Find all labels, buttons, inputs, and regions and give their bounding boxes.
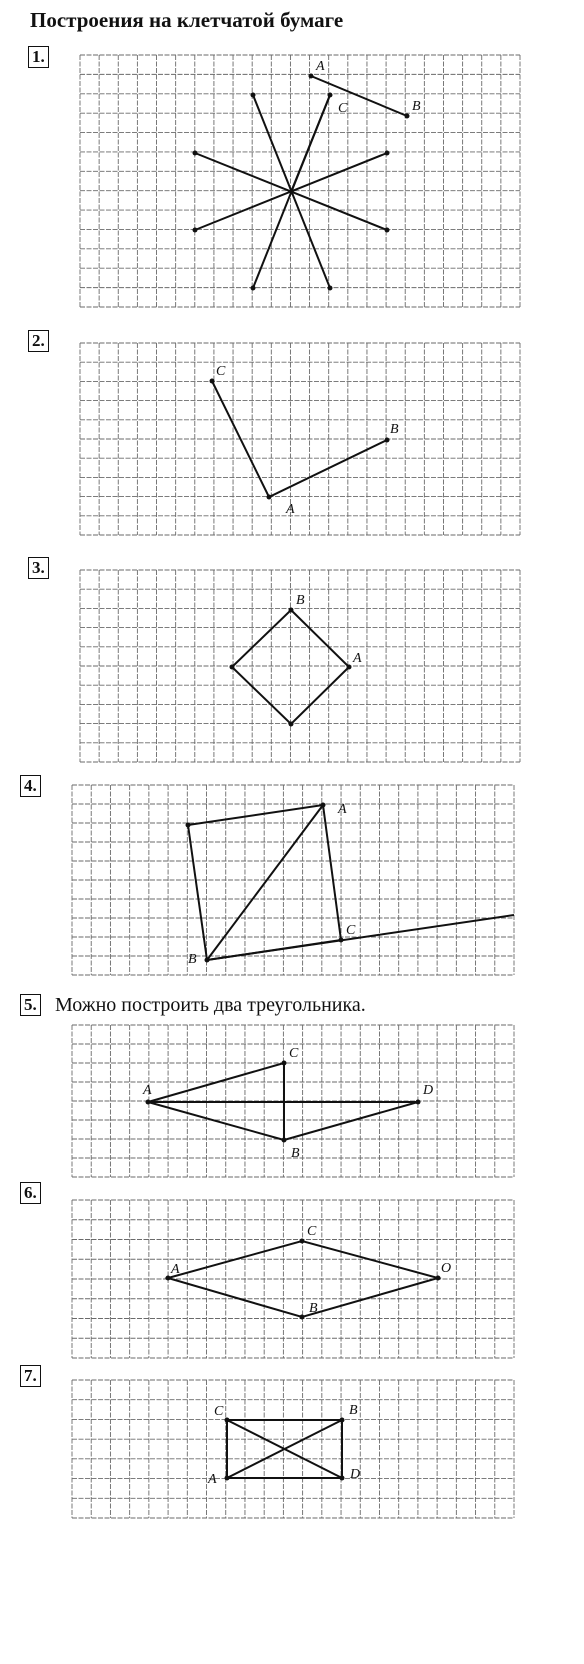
grid-7 xyxy=(72,1380,514,1518)
point xyxy=(340,1476,345,1481)
problem-number-6: 6. xyxy=(20,1182,41,1204)
problem-number-3: 3. xyxy=(28,557,49,579)
point xyxy=(186,823,191,828)
point xyxy=(385,438,390,443)
point-label-o: O xyxy=(441,1261,452,1276)
figure-4 xyxy=(72,785,514,975)
point-label-c: C xyxy=(289,1046,299,1061)
grid-2 xyxy=(80,343,520,535)
point xyxy=(146,1100,151,1105)
point xyxy=(405,114,410,119)
problem-5-note: Можно построить два треугольника. xyxy=(55,994,366,1016)
figure-1 xyxy=(80,55,520,307)
point-label-c: C xyxy=(214,1404,224,1419)
grid-1 xyxy=(80,55,520,307)
problem-number-5: 5. xyxy=(20,994,41,1016)
figure-3 xyxy=(80,570,520,762)
point-label-c: C xyxy=(307,1224,317,1239)
figure-6 xyxy=(72,1200,514,1358)
point xyxy=(251,286,256,291)
point xyxy=(416,1100,421,1105)
point xyxy=(328,93,333,98)
point xyxy=(309,74,314,79)
problem-number-2: 2. xyxy=(28,330,49,352)
point xyxy=(193,228,198,233)
point-label-c: C xyxy=(346,923,356,938)
point-label-d: D xyxy=(350,1467,361,1482)
point xyxy=(347,665,352,670)
point xyxy=(300,1239,305,1244)
point xyxy=(436,1276,441,1281)
point xyxy=(225,1476,230,1481)
point xyxy=(193,151,198,156)
point-label-a: A xyxy=(316,59,325,74)
point xyxy=(267,495,272,500)
problem-number-7: 7. xyxy=(20,1365,41,1387)
point-label-d: D xyxy=(423,1083,434,1098)
problem-number-1: 1. xyxy=(28,46,49,68)
point xyxy=(289,608,294,613)
point xyxy=(205,958,210,963)
point xyxy=(282,1138,287,1143)
point-label-a: A xyxy=(286,502,295,517)
point xyxy=(210,379,215,384)
point xyxy=(300,1315,305,1320)
point xyxy=(251,93,256,98)
point-label-c: C xyxy=(338,101,348,116)
figure-7 xyxy=(72,1380,514,1518)
point-label-a: A xyxy=(143,1083,152,1098)
point-label-b: B xyxy=(412,99,421,114)
point-label-b: B xyxy=(296,593,305,608)
point-label-b: B xyxy=(291,1146,300,1161)
grid-6 xyxy=(72,1200,514,1358)
figure-2 xyxy=(80,343,520,535)
point xyxy=(385,151,390,156)
point xyxy=(289,722,294,727)
point xyxy=(225,1418,230,1423)
point-label-a: A xyxy=(353,651,362,666)
point-label-c: C xyxy=(216,364,226,379)
point xyxy=(282,1061,287,1066)
point xyxy=(339,938,344,943)
point-label-a: A xyxy=(171,1262,180,1277)
segment-ab xyxy=(311,76,407,116)
point xyxy=(321,803,326,808)
point-label-b: B xyxy=(309,1301,318,1316)
point xyxy=(328,286,333,291)
point xyxy=(166,1276,171,1281)
point xyxy=(230,665,235,670)
figure-5 xyxy=(72,1025,514,1177)
point-label-b: B xyxy=(390,422,399,437)
page-title: Построения на клетчатой бумаге xyxy=(30,8,344,32)
point-label-a: A xyxy=(208,1472,217,1487)
point-label-b: B xyxy=(349,1403,358,1418)
point-label-a: A xyxy=(338,802,347,817)
point xyxy=(385,228,390,233)
problem-number-4: 4. xyxy=(20,775,41,797)
point xyxy=(340,1418,345,1423)
point-label-b: B xyxy=(188,952,197,967)
segment-bd xyxy=(284,1102,418,1140)
